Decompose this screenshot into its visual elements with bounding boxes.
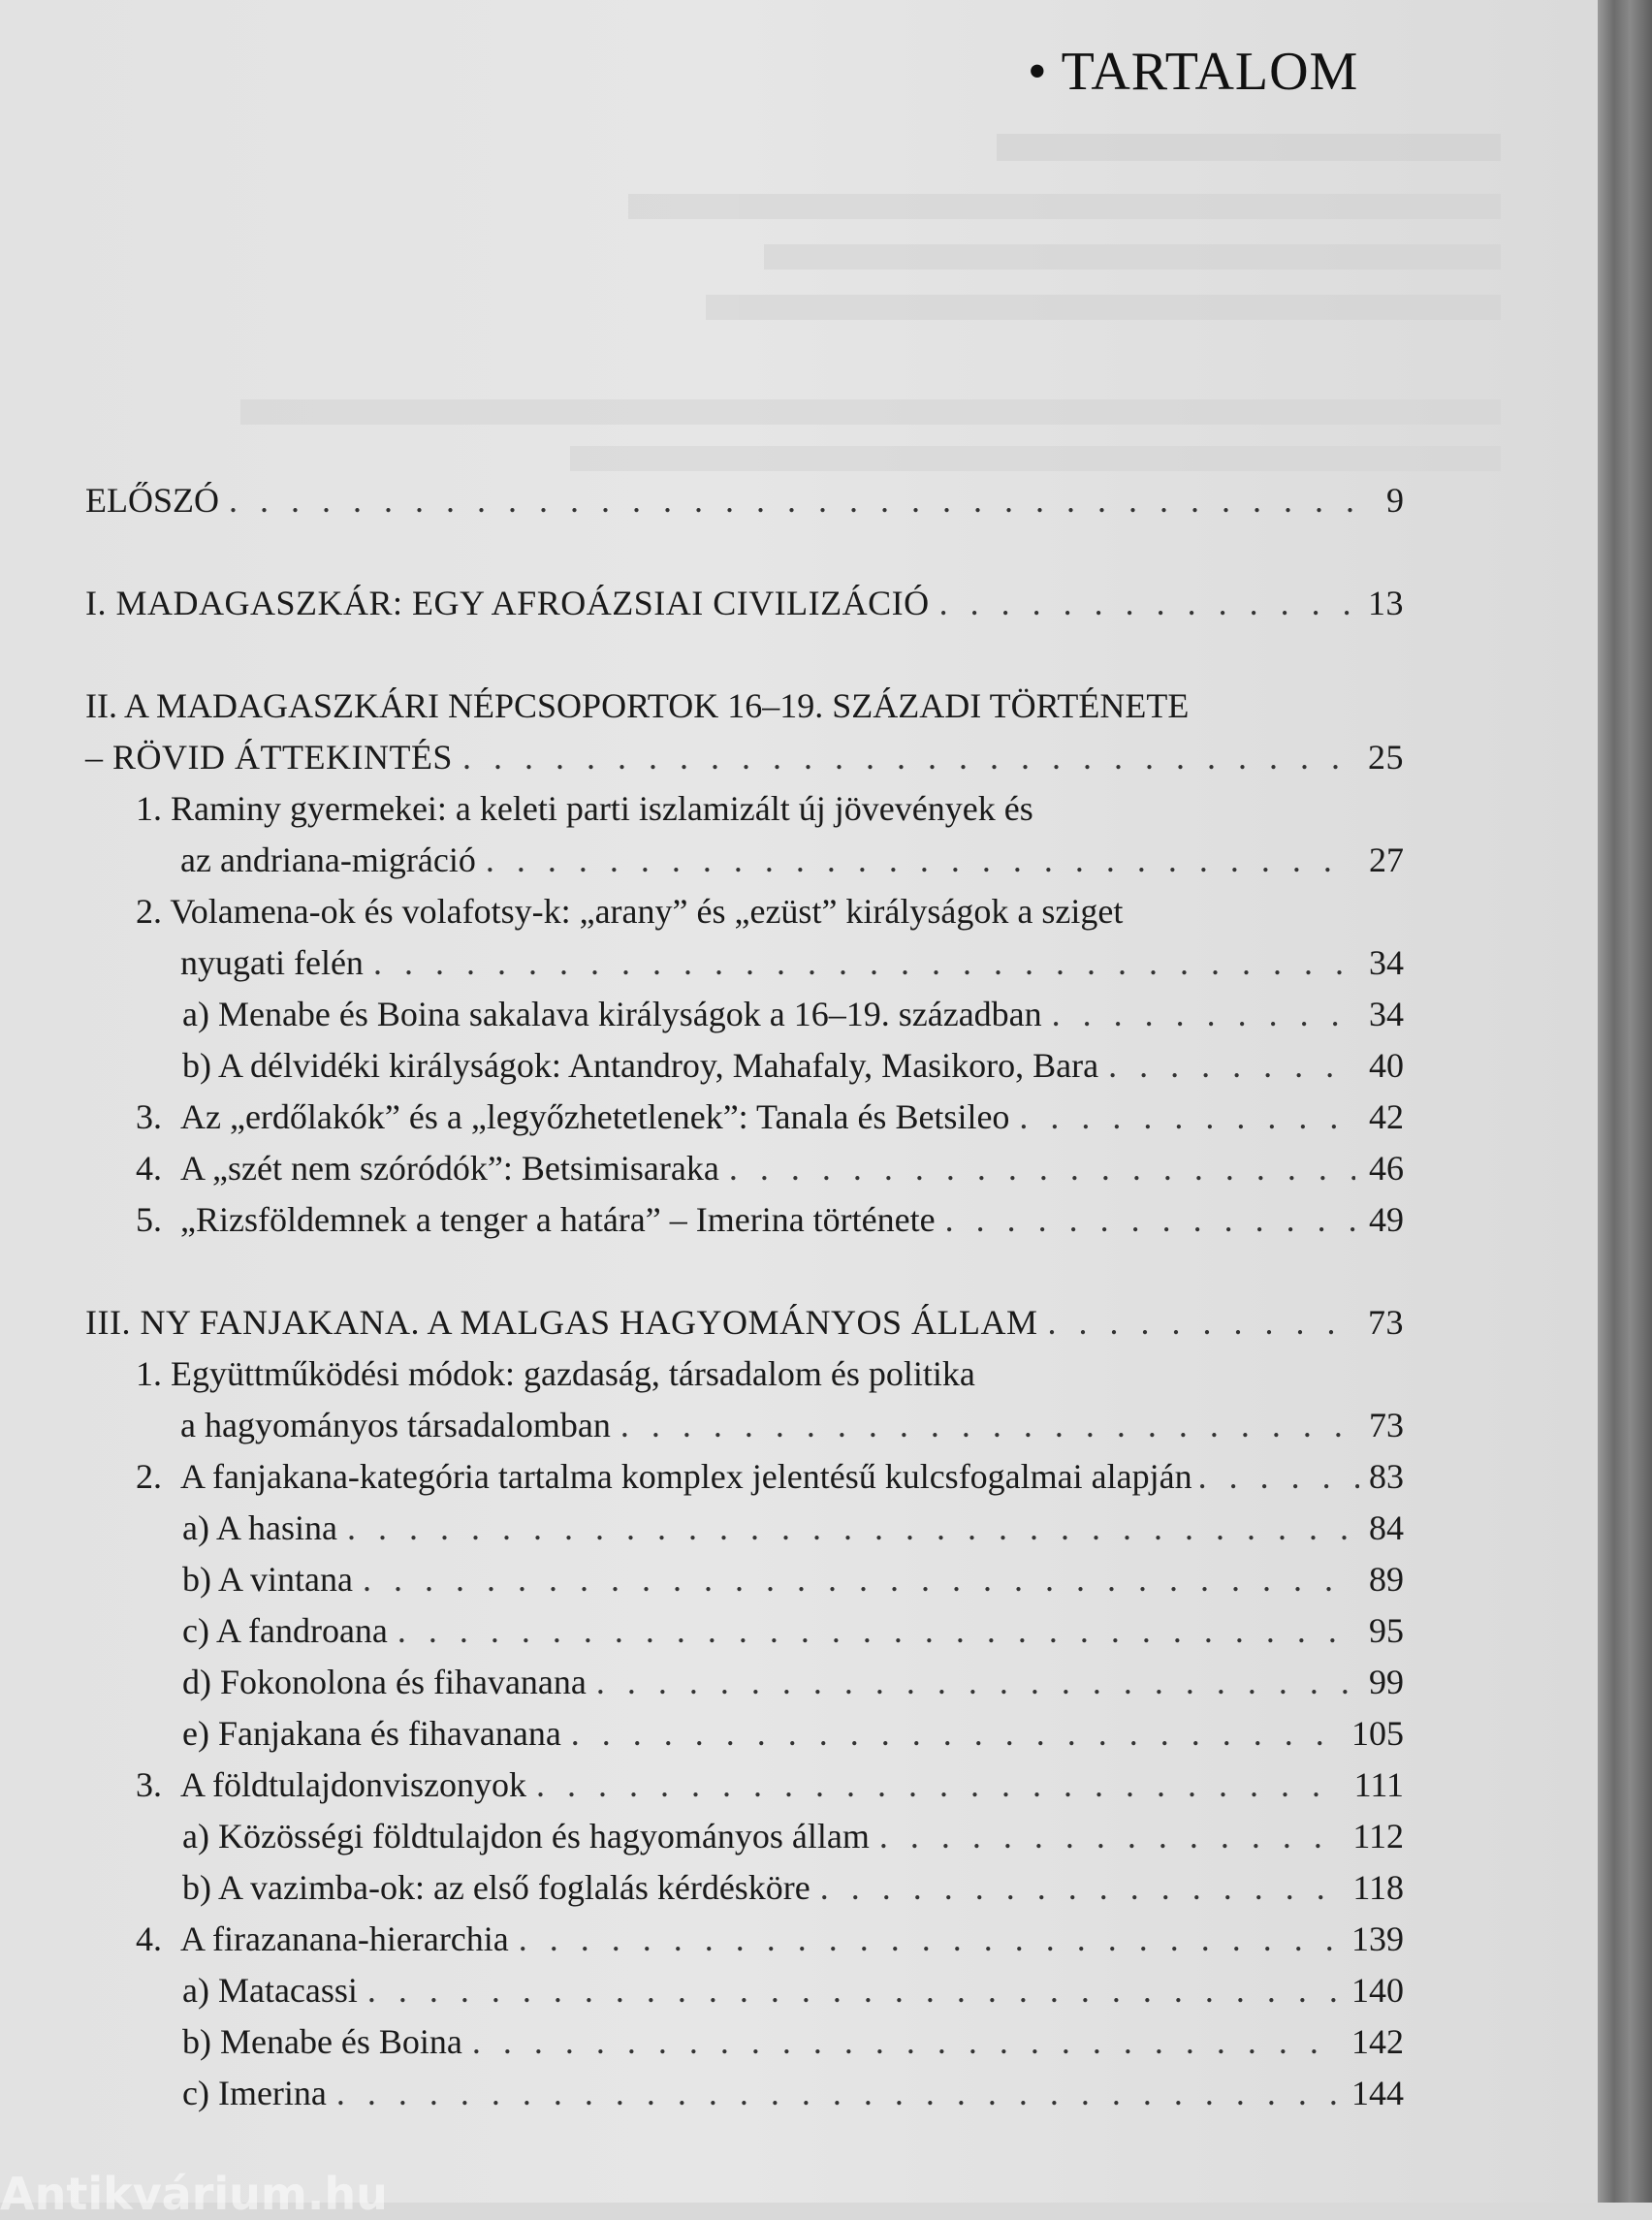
toc-page-number: 105 [1351, 1714, 1404, 1753]
toc-entry-label: A „szét nem szóródók”: Betsimisaraka [180, 1149, 719, 1188]
leader-dots [571, 1708, 1342, 1760]
toc-entry-label: nyugati felén [180, 943, 364, 982]
toc-entry-label: c) A fandroana [182, 1611, 388, 1650]
toc-entry-2-2-a[interactable] [85, 989, 1404, 1040]
leader-dots [472, 2016, 1342, 2068]
toc-entry-part-2[interactable] [85, 732, 1404, 783]
leader-dots [1052, 989, 1355, 1040]
toc-entry-label: Az „erdőlakók” és a „legyőzhetetlenek”: Tanala és Betsileo [180, 1097, 1010, 1136]
toc-entry-3-4-a[interactable] [85, 1965, 1404, 2016]
toc-entry-2-2[interactable] [85, 937, 1404, 989]
chapter-number: 3. [136, 1765, 162, 1804]
toc-entry-label: b) A vintana [182, 1560, 353, 1599]
toc-entry-label: b) A délvidéki királyságok: Antandroy, Mahafaly, Masikoro, Bara [182, 1046, 1099, 1085]
chapter-number: 2. [136, 1457, 162, 1496]
leader-dots [1019, 1092, 1355, 1143]
toc-entry-3-2-c[interactable] [85, 1605, 1404, 1657]
toc-entry-label: A firazanana-hierarchia [180, 1919, 509, 1958]
toc-entry-label: I. MADAGASZKÁR: EGY AFROÁZSIAI CIVILIZÁCIÓ [85, 584, 930, 622]
toc-entry-label: a) Matacassi [182, 1971, 358, 2010]
toc-entry-3-4-b[interactable] [85, 2016, 1404, 2068]
leader-dots [1108, 1040, 1355, 1092]
toc-entry-2-2-title[interactable] [85, 886, 1404, 937]
bleed-through-text [0, 116, 1598, 485]
leader-dots [879, 1811, 1343, 1862]
toc-entry-3-2-a[interactable] [85, 1503, 1404, 1554]
leader-dots [373, 937, 1355, 989]
leader-dots [945, 1194, 1355, 1246]
toc-page-number: 83 [1369, 1457, 1404, 1496]
toc-entry-label: A fanjakana-kategória tartalma komplex jelentésű kulcsfogalmai alapján [180, 1457, 1192, 1496]
leader-dots [820, 1862, 1344, 1914]
leader-dots [536, 1760, 1345, 1811]
toc-entry-3-2[interactable] [85, 1451, 1404, 1503]
leader-dots [367, 1965, 1342, 2016]
toc-entry-3-3[interactable] [85, 1760, 1404, 1811]
toc-page-number: 142 [1351, 2022, 1404, 2061]
toc-entry-label: d) Fokonolona és fihavanana [182, 1663, 587, 1701]
leader-dots [462, 732, 1355, 783]
leader-dots [596, 1657, 1355, 1708]
toc-page-number: 34 [1369, 943, 1404, 982]
toc-entry-3-3-a[interactable] [85, 1811, 1404, 1862]
chapter-number: 2. [136, 892, 162, 931]
toc-page-number: 144 [1351, 2074, 1404, 2112]
leader-dots [519, 1914, 1342, 1965]
toc-entry-2-4[interactable] [85, 1143, 1404, 1194]
toc-page-number: 95 [1369, 1611, 1404, 1650]
toc-entry-3-3-b[interactable] [85, 1862, 1404, 1914]
toc-entry-label: a hagyományos társadalomban [180, 1406, 611, 1444]
watermark: Antikvárium.hu [0, 2168, 388, 2220]
toc-page-number: 40 [1369, 1046, 1404, 1085]
toc-page-number: 9 [1386, 481, 1404, 520]
toc-entry-3-2-d[interactable] [85, 1657, 1404, 1708]
leader-dots [939, 578, 1355, 629]
leader-dots [397, 1605, 1355, 1657]
leader-dots [1048, 1297, 1355, 1348]
toc-page-number: 140 [1351, 1971, 1404, 2010]
toc-entry-3-1[interactable] [85, 1400, 1404, 1451]
toc-page-number: 99 [1369, 1663, 1404, 1701]
toc-entry-label: b) Menabe és Boina [182, 2022, 462, 2061]
toc-page-number: 84 [1369, 1508, 1404, 1547]
toc-entry-3-2-b[interactable] [85, 1554, 1404, 1605]
toc-entry-label: A földtulajdonviszonyok [180, 1765, 526, 1804]
leader-dots [620, 1400, 1355, 1451]
toc-entry-label: e) Fanjakana és fihavanana [182, 1714, 561, 1753]
leader-dots [347, 1503, 1355, 1554]
toc-entry-label: b) A vazimba-ok: az első foglalás kérdésköre [182, 1868, 810, 1907]
toc-entry-part-1[interactable] [85, 578, 1404, 629]
toc-page-number: 73 [1368, 1303, 1404, 1342]
leader-dots [486, 835, 1355, 886]
toc-page-number: 111 [1353, 1765, 1404, 1804]
toc-entry-label: Együttműködési módok: gazdaság, társadalom és politika [171, 1354, 975, 1393]
toc-entry-label: – RÖVID ÁTTEKINTÉS [85, 738, 453, 777]
toc-page-number: 25 [1368, 738, 1404, 777]
leader-dots [229, 475, 1355, 526]
toc-entry-3-1-title[interactable] [85, 1348, 1404, 1400]
toc-entry-3-2-e[interactable] [85, 1708, 1404, 1760]
toc-entry-label: III. NY FANJAKANA. A MALGAS HAGYOMÁNYOS ÁLLAM [85, 1303, 1038, 1342]
toc-page-number: 27 [1369, 840, 1404, 879]
toc-entry-part-3[interactable] [85, 1297, 1404, 1348]
toc-entry-label: Volamena-ok és volafotsy-k: „arany” és „ezüst” királyságok a sziget [170, 892, 1124, 931]
toc-page-number: 118 [1352, 1868, 1404, 1907]
toc-entry-label: c) Imerina [182, 2074, 327, 2112]
toc-entry-label: Raminy gyermekei: a keleti parti iszlamizált új jövevények és [171, 789, 1033, 828]
page-title: • TARTALOM [1028, 42, 1359, 102]
toc-entry-label: a) A hasina [182, 1508, 337, 1547]
toc-page-number: 13 [1368, 584, 1404, 622]
toc-entry-2-1[interactable] [85, 835, 1404, 886]
chapter-number: 4. [136, 1149, 162, 1188]
book-gutter [1598, 0, 1652, 2203]
toc-page-number: 49 [1369, 1200, 1404, 1239]
toc-page-number: 46 [1369, 1149, 1404, 1188]
toc-entry-label: „Rizsföldemnek a tenger a határa” – Imerina története [180, 1200, 936, 1239]
toc-page-number: 112 [1352, 1817, 1404, 1855]
toc-entry-3-4-c[interactable] [85, 2068, 1404, 2119]
toc-entry-label: az andriana-migráció [180, 840, 476, 879]
toc-entry-eloszo[interactable] [85, 475, 1404, 526]
toc-entry-2-2-b[interactable] [85, 1040, 1404, 1092]
leader-dots [336, 2068, 1342, 2119]
table-of-contents [85, 475, 1404, 2119]
leader-dots [363, 1554, 1355, 1605]
toc-entry-2-3[interactable] [85, 1092, 1404, 1143]
toc-entry-part-2-title[interactable]: II. A MADAGASZKÁRI NÉPCSOPORTOK 16–19. SZÁZADI TÖRTÉNETE [85, 686, 1190, 725]
toc-entry-label: ELŐSZÓ [85, 481, 219, 520]
chapter-number: 1. [136, 1354, 162, 1393]
toc-page-number: 139 [1351, 1919, 1404, 1958]
leader-dots [729, 1143, 1355, 1194]
toc-page-number: 89 [1369, 1560, 1404, 1599]
toc-page-number: 73 [1369, 1406, 1404, 1444]
toc-entry-3-4[interactable] [85, 1914, 1404, 1965]
chapter-number: 4. [136, 1919, 162, 1958]
toc-entry-2-1-title[interactable] [85, 783, 1404, 835]
toc-page-number: 42 [1369, 1097, 1404, 1136]
toc-entry-label: a) Menabe és Boina sakalava királyságok a 16–19. században [182, 995, 1042, 1033]
chapter-number: 5. [136, 1200, 162, 1239]
chapter-number: 3. [136, 1097, 162, 1136]
toc-page-number: 34 [1369, 995, 1404, 1033]
leader-dots [1198, 1451, 1359, 1503]
toc-entry-2-5[interactable] [85, 1194, 1404, 1246]
chapter-number: 1. [136, 789, 162, 828]
toc-entry-label: a) Közösségi földtulajdon és hagyományos állam [182, 1817, 870, 1855]
